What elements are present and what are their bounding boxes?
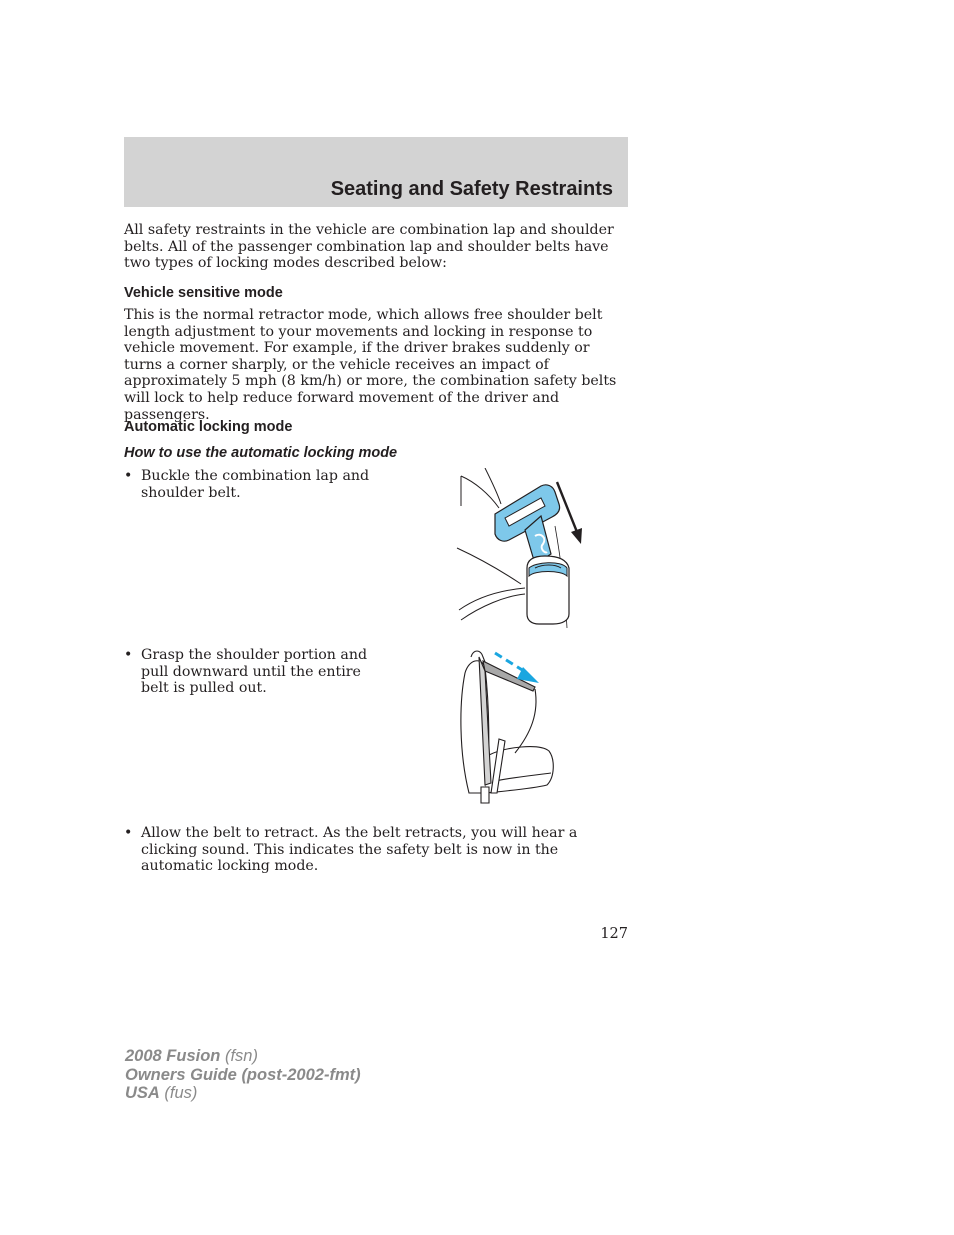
footer-line-market — [125, 1084, 361, 1103]
insertion-direction-arrow — [557, 482, 582, 544]
shoulder-belt-pull-illustration — [455, 643, 560, 813]
vehicle-sensitive-heading: Vehicle sensitive mode — [124, 285, 283, 301]
footer-line-model — [125, 1047, 361, 1066]
footer-market-name: USA — [125, 1084, 160, 1102]
buckle-insertion-illustration — [455, 468, 590, 628]
latch-plate — [495, 485, 560, 564]
step-2-text: Grasp the shoulder portion and pull downward until the entire belt is pulled out. — [141, 647, 368, 697]
page-number: 127 — [600, 926, 628, 942]
footer-model-name: 2008 Fusion — [125, 1047, 221, 1065]
footer-model-code: (fsn) — [220, 1047, 258, 1065]
bullet-mark: • — [124, 468, 133, 484]
buckle-housing — [527, 556, 569, 624]
section-title: Seating and Safety Restraints — [330, 178, 613, 200]
bullet-mark: • — [124, 647, 133, 663]
step-1-list-item — [124, 468, 374, 501]
step-1-text: Buckle the combination lap and shoulder belt. — [141, 468, 370, 501]
automatic-locking-heading: Automatic locking mode — [124, 419, 293, 435]
footer-market-code: (fus) — [159, 1084, 198, 1102]
section-header-band — [124, 137, 628, 207]
bullet-mark: • — [124, 825, 133, 841]
footer-guide-name: Owners Guide (post-2002-fmt) — [125, 1065, 361, 1084]
step-3-text: Allow the belt to retract. As the belt retracts, you will hear a clicking sound. This indicates the safety belt is now in the automatic locking mode. — [141, 825, 578, 875]
automatic-locking-subheading: How to use the automatic locking mode — [124, 445, 398, 461]
step-3-list-item — [124, 825, 630, 875]
footer-line-guide — [125, 1066, 361, 1085]
vehicle-sensitive-paragraph: This is the normal retractor mode, which allows free shoulder belt length adjustment to your movements and locking in response to vehicle movement. For example, if the driver brakes suddenly or turns a corner sharply, or the vehicle receives an impact of approximately 5 mph (8 km/h) or more, the combination safety belts will lock to help reduce forward movement of the driver and passengers. — [124, 307, 617, 423]
intro-paragraph: All safety restraints in the vehicle are combination lap and shoulder belts. All of the passenger combination lap and shoulder belts have two types of locking modes described below: — [124, 222, 614, 272]
step-2-list-item — [124, 647, 374, 697]
document-footer — [125, 1047, 361, 1103]
